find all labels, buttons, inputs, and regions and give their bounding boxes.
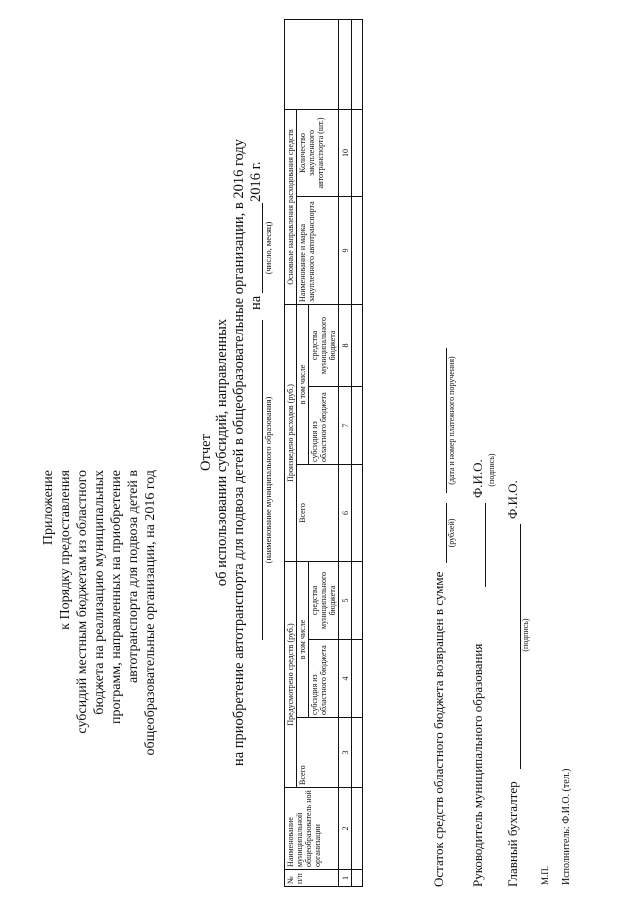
spent-total-header: Всего bbox=[297, 464, 339, 561]
empty-cell bbox=[352, 464, 363, 561]
report-subtitle-line2: на приобретение автотранспорта для подвоза детей в общеобразовательные организации, в 2016 году bbox=[231, 138, 247, 767]
appendix-line: Приложение bbox=[41, 470, 56, 546]
stamp-place: М.П. bbox=[540, 865, 550, 885]
col-number: 8 bbox=[339, 304, 352, 386]
col-number: 5 bbox=[339, 561, 352, 639]
col-number: 9 bbox=[339, 196, 352, 304]
empty-cell bbox=[352, 718, 363, 788]
municipality-hint: (наименование муниципального образования) bbox=[263, 396, 273, 564]
col-name-header: Наименование муниципальной общеобразователь ной организации bbox=[285, 788, 339, 870]
rubles-hint: (рублей) bbox=[447, 518, 456, 548]
col-number: 6 bbox=[339, 464, 352, 561]
vehicle-count-header: Количество закупленного автотранспорта (шт.) bbox=[297, 109, 339, 196]
empty-cell bbox=[352, 561, 363, 639]
spent-subsidy-header: субсидия из областного бюджета bbox=[309, 386, 339, 464]
appendix-line: программ, направленных на приобретение bbox=[109, 470, 124, 724]
empty-cell bbox=[352, 640, 363, 718]
col-number: 2 bbox=[339, 788, 352, 870]
empty-cell bbox=[352, 870, 363, 887]
report-subtitle-line1: об использовании субсидий, направленных bbox=[214, 318, 230, 587]
head-label: Руководитель муниципального образования bbox=[470, 643, 485, 887]
col-number: 1 bbox=[339, 870, 352, 887]
col-number: 3 bbox=[339, 718, 352, 788]
appendix-line: автотранспорта для подвоза детей в bbox=[126, 470, 141, 684]
returned-label: Остаток средств областного бюджета возвращен в сумме bbox=[431, 571, 446, 887]
empty-extra-column bbox=[285, 19, 339, 109]
empty-cell bbox=[352, 788, 363, 870]
appendix-line: общеобразовательные организации, на 2016 год bbox=[143, 470, 158, 756]
head-signature-line bbox=[485, 503, 486, 587]
date-hint: (число, месяц) bbox=[263, 221, 273, 275]
col-number: 7 bbox=[339, 386, 352, 464]
col-num-header: № п/п bbox=[285, 870, 339, 887]
head-signature-hint: (подпись) bbox=[487, 453, 496, 487]
date-year: 2016 г. bbox=[248, 161, 264, 202]
accountant-fio: Ф.И.О. bbox=[505, 480, 520, 519]
head-fio: Ф.И.О. bbox=[470, 459, 485, 498]
col-number: 10 bbox=[339, 109, 352, 196]
planned-total-header: Всего bbox=[297, 718, 339, 788]
report-table bbox=[284, 19, 363, 887]
table-row bbox=[352, 19, 363, 886]
appendix-line: бюджета на реализацию муниципальных bbox=[92, 470, 107, 715]
spent-including-header: в том числе bbox=[297, 304, 309, 464]
empty-cell bbox=[352, 109, 363, 196]
accountant-label: Главный бухгалтер bbox=[505, 781, 520, 887]
payment-order-hint: (дата и номер платежного поручения) bbox=[447, 356, 456, 485]
appendix-line: субсидий местным бюджетам из областного bbox=[75, 470, 90, 734]
spent-header: Произведено расходов (руб.) bbox=[285, 304, 297, 561]
empty-cell bbox=[339, 19, 352, 109]
spent-municipal-header: средства муниципального бюджета bbox=[309, 304, 339, 386]
directions-header: Основные направления расходования средств bbox=[285, 109, 297, 304]
planned-including-header: в том числе bbox=[297, 561, 309, 717]
empty-cell bbox=[352, 196, 363, 304]
accountant-signature-hint: (подпись) bbox=[521, 618, 530, 652]
appendix-line: к Порядку предоставления bbox=[58, 470, 73, 630]
appendix-header bbox=[40, 470, 159, 830]
empty-cell bbox=[352, 304, 363, 386]
empty-cell bbox=[352, 386, 363, 464]
planned-subsidy-header: субсидия из областного бюджета bbox=[309, 640, 339, 718]
empty-cell bbox=[352, 19, 363, 109]
report-title: Отчет bbox=[198, 434, 214, 471]
col-number: 4 bbox=[339, 640, 352, 718]
date-prefix: на bbox=[248, 295, 264, 310]
vehicle-brand-header: Наименование и марка закупленного автотранспорта bbox=[297, 196, 339, 304]
planned-header: Предусмотрено средств (руб.) bbox=[285, 561, 297, 787]
planned-municipal-header: средства муниципального бюджета bbox=[309, 561, 339, 639]
executor-line: Исполнитель: Ф.И.О. (тел.) bbox=[561, 768, 572, 885]
